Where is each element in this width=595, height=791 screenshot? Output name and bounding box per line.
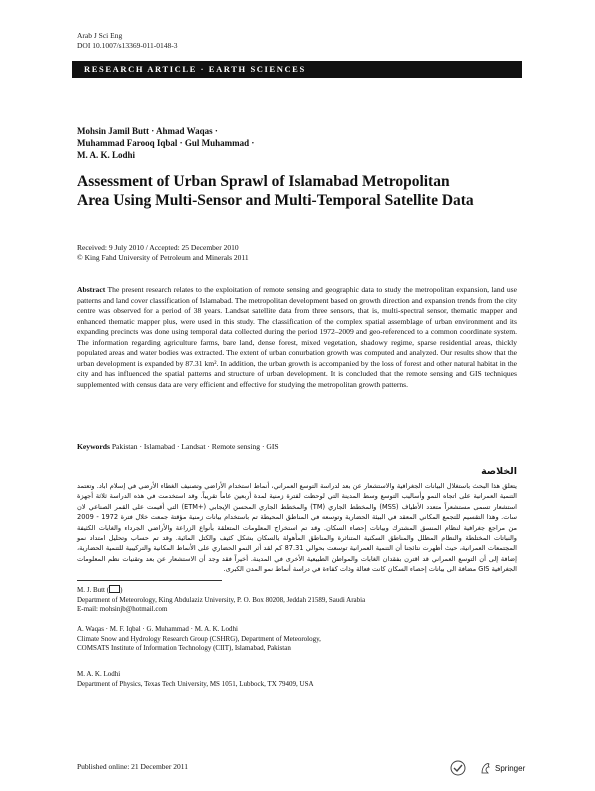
affiliation-address: COMSATS Institute of Information Technology (CIIT), Islamabad, Pakistan xyxy=(77,644,291,652)
affiliation-address: Climate Snow and Hydrology Research Group (CSHRG), Department of Meteorology, xyxy=(77,634,321,643)
affiliation-address: Department of Physics, Texas Tech University, MS 1051, Lubbock, TX 79409, USA xyxy=(77,679,314,688)
author-line: M. A. K. Lodhi xyxy=(77,150,136,160)
keywords-text: Pakistan · Islamabad · Landsat · Remote sensing · GIS xyxy=(111,442,279,451)
author-line: Muhammad Farooq Iqbal · Gul Muhammad · xyxy=(77,138,255,148)
keywords-section xyxy=(77,442,517,452)
affiliation-block xyxy=(77,585,517,615)
affiliation-email[interactable]: E-mail: mohsinjb@hotmail.com xyxy=(77,605,168,613)
author-line: Mohsin Jamil Butt · Ahmad Waqas · xyxy=(77,126,218,136)
abstract-text: The present research relates to the exploitation of remote sensing and geographic data to study the metropolitan expansion, land use patterns and land cover classification of Islamabad. The metropolitan development based on growth direction and expansion trends from the city centre was observed for a period of 38 years. Landsat satellite data from three sensors, that is, multi-spectral sensor, thematic mapper and enhanced thematic mapper plus, were used in this study. The classification of the complex spatial assemblage of urban environment and its expanding precincts was done using temporal data collected during the period 1972–2009 and geo-referenced to a common coordinate system. The information regarding agriculture farms, bare land, dense forest, mixed vegetation, shadowy regime, sparse residential areas, thickly populated areas and water bodies was extracted. The extent of urban conurbation growth was computed and analyzed. Our results show that the urban development is expanded by 87.31 km². In addition, the urban growth is accompanied by the loss of forest and other natural habitat in the city and has influenced the spatial patterns and structure of urban development. It is concluded that the remote sensing and GIS techniques supplemented with census data are very efficient and effective for studying the metropolitan growth patterns. xyxy=(77,285,517,389)
title-line: Assessment of Urban Sprawl of Islamabad Metropolitan xyxy=(77,173,450,190)
envelope-icon xyxy=(109,585,120,593)
affiliation-block xyxy=(77,625,517,654)
journal-header xyxy=(77,31,178,51)
arabic-abstract xyxy=(77,465,517,575)
arabic-abstract-title: الخلاصة xyxy=(481,466,517,477)
abstract-section xyxy=(77,285,517,390)
affiliation-block xyxy=(77,670,517,689)
keywords-label: Keywords xyxy=(77,442,110,451)
journal-doi: DOI 10.1007/s13369-011-0148-3 xyxy=(77,41,178,50)
copyright-notice: © King Fahd University of Petroleum and Minerals 2011 xyxy=(77,253,249,262)
affiliation-author: A. Waqas · M. F. Iqbal · G. Muhammad · M. A. K. Lodhi xyxy=(77,625,238,633)
publisher-mark xyxy=(480,762,525,774)
paper-title xyxy=(77,172,517,210)
published-online: Published online: 21 December 2011 xyxy=(77,762,188,771)
article-type-banner xyxy=(72,61,522,78)
springer-horse-icon xyxy=(480,762,491,774)
journal-name: Arab J Sci Eng xyxy=(77,31,123,40)
affiliation-address: Department of Meteorology, King Abdulaziz University, P. O. Box 80208, Jeddah 21589, Saudi Arabia xyxy=(77,595,366,604)
publication-dates xyxy=(77,243,517,263)
publisher-name: Springer xyxy=(495,763,526,773)
affiliation-author: M. A. K. Lodhi xyxy=(77,670,121,678)
arabic-abstract-body: يتعلق هذا البحث باستغلال البيانات الجغرافية والاستشعار عن بعد لدراسة التوسع العمراني، أنماط استخدام الأراضي وتصنيف الغطاء الأرضي في إسلام اباد. وتعتمد التنمية العمرانية على اتجاه النمو وأساليب التوسع وسط المدينة التي لوحظت لفترة زمنية لمدة أربعين عاماً تقريباً. وقد استخدمت في هذه الدراسة ثلاثة أجهزة استشعار تسمى مستشعراً متعدد الأطياف (MSS) والمخطط الجاري (TM) والمخطط الجاري المحسن الإيجابي (+ETM) التي أقيمت على القمر الصناعي لان سات. وهذا التقسيم للتجمع المكاني المعقد في البيئة الحضارية وتوسعه في المناطق المحيطة تم باستخدام بيانات زمنية مؤقتة جمعت خلال فترة 1972 - 2009 من مراجع جغرافية لنظام المنسق المشترك وبيانات إحصاء السكان. وقد تم استخراج المعلومات المتعلقة بأنواع الزراعة والأراضي الجرداء والغابات الكثيفة والنباتات المختلطة والنظام المظلل والمناطق السكنية المتناثرة والمناطق المأهولة بالسكان بشكل كثيف والكتل المائية. وقد تم حساب وتحليل امتداد نمو المجتمعات العمرانية، حيث أظهرت نتائجنا أن التنمية العمرانية توسعت بحوالي 87.31 كم لقد أثر النمو الحضاري على الأنماط المكانية والتركيبية للتنمية الحضارية، إضافة إلى أن التوسع العمراني قد اقترن بفقدان الغابات والمواطن الطبيعية الأخرى في المدينة. أخيراً فقد وجد أن الاستشعار عن بعد وتقنيات نظم المعلومات الجغرافية GIS مضافة الى بيانات إحصاء السكان كانت فعالة وذات كفاءة في دراسة أنماط نمو المدن الكبرى. xyxy=(77,482,518,574)
crossmark-icon[interactable] xyxy=(450,760,466,776)
footnote-divider xyxy=(77,580,222,581)
received-accepted: Received: 9 July 2010 / Accepted: 25 December 2010 xyxy=(77,243,239,252)
author-list xyxy=(77,125,517,161)
abstract-label: Abstract xyxy=(77,285,106,294)
banner-text: RESEARCH ARTICLE · EARTH SCIENCES xyxy=(84,64,306,74)
title-line: Area Using Multi-Sensor and Multi-Temporal Satellite Data xyxy=(77,192,474,209)
affiliation-author: M. J. Butt ( ) xyxy=(77,586,123,594)
